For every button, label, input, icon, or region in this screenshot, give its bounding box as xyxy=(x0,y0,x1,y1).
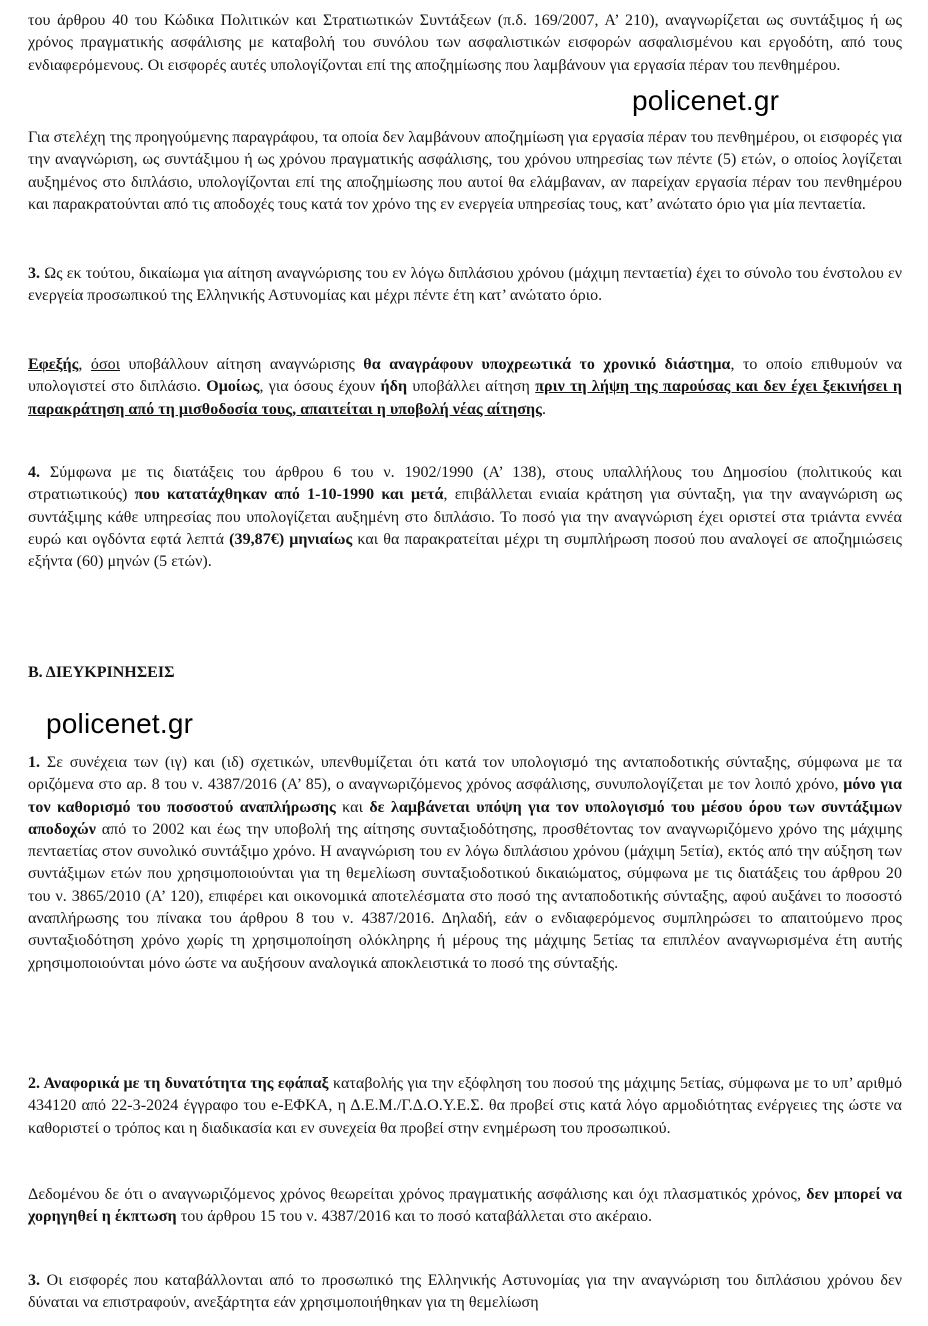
watermark-top: policenet.gr xyxy=(632,85,780,116)
paragraph-b2-continued: Δεδομένου δε ότι ο αναγνωριζόμενος χρόνος θεωρείται χρόνος πραγματικής ασφάλισης και όχι πλασματικός χρόνος, δεν μπορεί να χορηγηθεί η έκπτωση του άρθρου 15 του ν. 4387/2016 και το ποσό καταβάλλεται στο ακέραιο. xyxy=(28,1186,902,1226)
paragraph-top: του άρθρου 40 του Κώδικα Πολιτικών και Στρατιωτικών Συντάξεων (π.δ. 169/2007, Α’ 210), αναγνωρίζεται ως συντάξιμος ή ως χρόνος πραγματικής ασφάλισης με καταβολή του συνόλου των ασφαλιστικών εισφορών ασφαλισμένου και εργοδότη, από τους ενδιαφερόμενους. Οι εισφορές αυτές υπολογίζονται επί της αποζημίωσης που λαμβάνουν για εργασία πέραν του πενθημέρου. xyxy=(28,12,902,74)
paragraph-staff: Για στελέχη της προηγούμενης παραγράφου, τα οποία δεν λαμβάνουν αποζημίωση για εργασία πέραν του πενθημέρου, οι εισφορές για την αναγνώριση, ως συντάξιμου ή ως χρόνου πραγματικής ασφάλισης, του χρόνου υπηρεσίας των πέντε (5) ετών, ο οποίος λογίζεται αυξημένος στο διπλάσιο, υπολογίζονται επί της αποζημίωσης που αυτοί θα ελάμβαναν, αν παρείχαν εργασία πέραν του πενθημέρου και παρακρατούνται από τις αποδοχές τους κατά τον χρόνο της εν ενεργεία υπηρεσίας τους, κατ’ ανώτατο όριο για μία πενταετία. xyxy=(28,129,902,213)
paragraph-number: 1. xyxy=(28,754,41,771)
paragraph-number: 3. xyxy=(28,265,41,282)
paragraph-efexis: Εφεξής, όσοι υποβάλλουν αίτηση αναγνώρισης θα αναγράφουν υποχρεωτικά το χρονικό διάστημα, το οποίο επιθυμούν να υπολογιστεί στο διπλάσιο. Ομοίως, για όσους έχουν ήδη υποβάλλει αίτηση πριν τη λήψη της παρούσας και δεν έχει ξεκινήσει η παρακράτηση από τη μισθοδοσία τους, απαιτείται η υποβολή νέας αίτησης. xyxy=(28,356,902,418)
paragraph-b3: 3. Οι εισφορές που καταβάλλονται από το προσωπικό της Ελληνικής Αστυνομίας για την αναγνώριση του διπλάσιου χρόνου δεν δύναται να επιστραφούν, ανεξάρτητα εάν χρησιμοποιήθηκαν για τη θεμελίωση xyxy=(28,1272,902,1312)
paragraph-number: 4. xyxy=(28,464,41,481)
watermark-middle: policenet.gr xyxy=(46,708,194,739)
paragraph-number: 2. xyxy=(28,1075,41,1092)
section-b-heading: Β. ΔΙΕΥΚΡΙΝΗΣΕΙΣ xyxy=(28,664,175,681)
paragraph-b2: 2. Αναφορικά με τη δυνατότητα της εφάπαξ καταβολής για την εξόφληση του ποσού της μάχιμης 5ετίας, σύμφωνα με το υπ’ αριθμό 434120 από 22-3-2024 έγγραφο του e-ΕΦΚΑ, η Δ.Ε.Μ./Γ.Δ.Ο.Υ.Ε.Σ. θα προβεί στις κατά λόγο αρμοδιότητας ενέργειες της ώστε να καθοριστεί ο τρόπος και η διαδικασία και εν συνεχεία θα προβεί στην ενημέρωση του προσωπικού. xyxy=(28,1075,902,1137)
paragraph-number: 3. xyxy=(28,1272,41,1289)
paragraph-3: 3. Ως εκ τούτου, δικαίωμα για αίτηση αναγνώρισης του εν λόγω διπλάσιου χρόνου (μάχιμη πενταετία) έχει το σύνολο του ένστολου εν ενεργεία προσωπικού της Ελληνικής Αστυνομίας και μέχρι πέντε έτη κατ’ ανώτατο όριο. xyxy=(28,265,902,305)
paragraph-b1: 1. Σε συνέχεια των (ιγ) και (ιδ) σχετικών, υπενθυμίζεται ότι κατά τον υπολογισμό της ανταποδοτικής σύνταξης, σύμφωνα με τα οριζόμενα στο αρ. 8 του ν. 4387/2016 (Α’ 85), ο αναγνωριζόμενος χρόνος ασφάλισης, συνυπολογίζεται με τον λοιπό χρόνο, μόνο για τον καθορισμό του ποσοστού αναπλήρωσης και δε λαμβάνεται υπόψη για τον υπολογισμό του μέσου όρου των συντάξιμων αποδοχών από το 2002 και έως την υποβολή της αίτησης συνταξιοδότησης, προσθέτοντας τον αναγνωριζόμενο χρόνο της μάχιμης πενταετίας στον συνολικό συντάξιμο χρόνο. Η αναγνώριση του εν λόγω διπλάσιου χρόνου (μάχιμη 5ετία), εκτός από την αύξηση των συντάξιμων ετών που χρησιμοποιούνται για τη θεμελίωση συνταξιοδοτικού δικαιώματος, σύμφωνα με τις διατάξεις του άρθρου 20 του ν. 3865/2010 (Α’ 120), επιφέρει και οικονομικά αποτελέσματα στο ποσό της ανταποδοτικής σύνταξης, αφού αυξάνει το ποσοστό αναπλήρωσης του πίνακα του άρθρου 8 του ν. 4387/2016. Δηλαδή, εάν ο ενδιαφερόμενος συμπληρώσει το απαιτούμενο προς συνταξιοδότηση χρόνο χωρίς τη χρησιμοποίηση ολόκληρης ή μέρους της μάχιμης 5ετίας τα επιπλέον αναγνωρισμένα έτη αυτής χρησιμοποιούνται μόνο ώστε να αυξήσουν αναλογικά αποκλειστικά το ποσό της σύνταξής. xyxy=(28,754,903,972)
paragraph-4: 4. Σύμφωνα με τις διατάξεις του άρθρου 6 του ν. 1902/1990 (Α’ 138), στους υπαλλήλους του Δημοσίου (πολιτικούς και στρατιωτικούς) που κατατάχθηκαν από 1-10-1990 και μετά, επιβάλλεται ενιαία κράτηση για σύνταξη, για την αναγνώριση ως συντάξιμης κάθε υπηρεσίας που υπολογίζεται αυξημένη στο διπλάσιο. Το ποσό για την αναγνώριση έχει οριστεί στα τριάντα εννέα ευρώ και ογδόντα εφτά λεπτά (39,87€) μηνιαίως και θα παρακρατείται μέχρι τη συμπλήρωση ποσού που αναλογεί σε αποζημιώσεις εξήντα (60) μηνών (5 ετών). xyxy=(28,464,903,571)
